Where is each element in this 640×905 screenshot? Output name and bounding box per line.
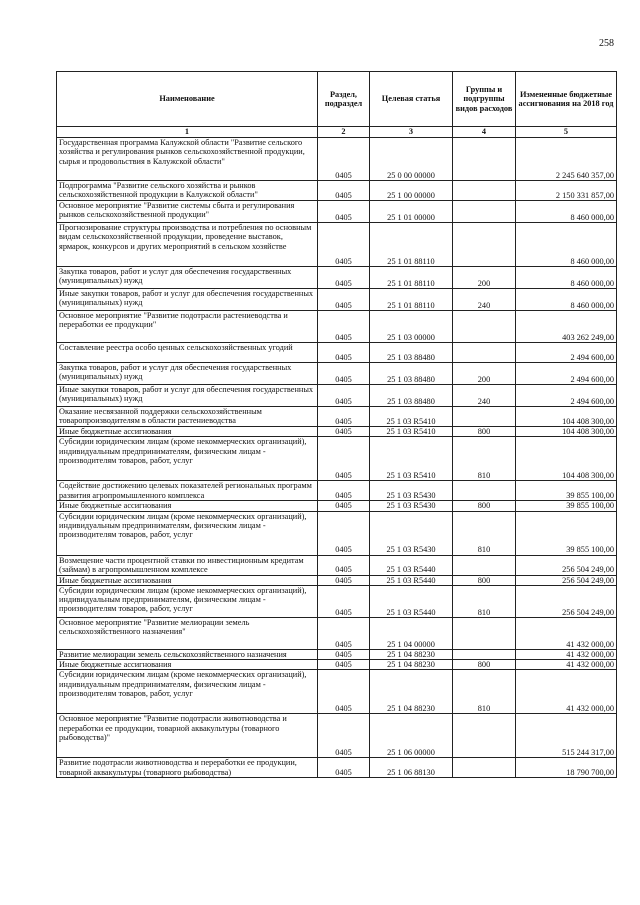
row-expense-group xyxy=(453,481,516,501)
row-expense-group xyxy=(453,714,516,758)
row-section: 0405 xyxy=(318,407,370,427)
table-row xyxy=(57,511,617,555)
row-target-article: 25 0 00 00000 xyxy=(370,138,453,181)
row-amount: 41 432 000,00 xyxy=(516,649,617,659)
row-target-article: 25 1 03 R5410 xyxy=(370,407,453,427)
row-target-article: 25 1 03 R5430 xyxy=(370,511,453,555)
row-section: 0405 xyxy=(318,311,370,343)
row-expense-group xyxy=(453,138,516,181)
column-number: 3 xyxy=(370,127,453,138)
row-expense-group xyxy=(453,649,516,659)
row-expense-group xyxy=(453,181,516,201)
row-target-article: 25 1 03 R5440 xyxy=(370,575,453,585)
row-target-article: 25 1 01 88110 xyxy=(370,289,453,311)
row-amount: 104 408 300,00 xyxy=(516,437,617,481)
row-name: Субсидии юридическим лицам (кроме некоммерческих организаций), индивидуальным предпринимателям, физическим лицам - производителям товаров, работ, услуг xyxy=(57,670,318,714)
row-expense-group: 810 xyxy=(453,585,516,617)
column-number: 2 xyxy=(318,127,370,138)
row-target-article: 25 1 03 R5430 xyxy=(370,501,453,511)
row-name: Основное мероприятие "Развитие подотрасли животноводства и переработки ее продукции, товарной аквакультуры (товарного рыбоводства)" xyxy=(57,714,318,758)
budget-table xyxy=(56,71,617,778)
row-name: Субсидии юридическим лицам (кроме некоммерческих организаций), индивидуальным предпринимателям, физическим лицам - производителям товаров, работ, услуг xyxy=(57,511,318,555)
row-section: 0405 xyxy=(318,714,370,758)
row-target-article: 25 1 03 88480 xyxy=(370,363,453,385)
table-row xyxy=(57,555,617,575)
row-amount: 8 460 000,00 xyxy=(516,267,617,289)
row-name: Основное мероприятие "Развитие системы сбыта и регулирования рынков сельскохозяйственной продукции" xyxy=(57,201,318,223)
row-amount: 104 408 300,00 xyxy=(516,427,617,437)
row-section: 0405 xyxy=(318,427,370,437)
column-number: 1 xyxy=(57,127,318,138)
row-amount: 39 855 100,00 xyxy=(516,481,617,501)
row-amount: 256 504 249,00 xyxy=(516,555,617,575)
row-name: Закупка товаров, работ и услуг для обеспечения государственных (муниципальных) нужд xyxy=(57,363,318,385)
row-target-article: 25 1 03 00000 xyxy=(370,311,453,343)
row-amount: 18 790 700,00 xyxy=(516,758,617,778)
row-expense-group xyxy=(453,617,516,649)
column-number: 5 xyxy=(516,127,617,138)
row-target-article: 25 1 03 R5440 xyxy=(370,585,453,617)
row-name: Иные бюджетные ассигнования xyxy=(57,660,318,670)
table-row xyxy=(57,385,617,407)
row-amount: 256 504 249,00 xyxy=(516,585,617,617)
row-expense-group xyxy=(453,555,516,575)
row-target-article: 25 1 03 88480 xyxy=(370,343,453,363)
row-target-article: 25 1 04 88230 xyxy=(370,670,453,714)
header-groups: Группы и подгруппы видов расходов xyxy=(453,72,516,127)
row-section: 0405 xyxy=(318,385,370,407)
row-target-article: 25 1 03 R5430 xyxy=(370,481,453,501)
row-name: Развитие мелиорации земель сельскохозяйственного назначения xyxy=(57,649,318,659)
table-row xyxy=(57,617,617,649)
row-expense-group xyxy=(453,343,516,363)
row-amount: 2 245 640 357,00 xyxy=(516,138,617,181)
row-target-article: 25 1 06 00000 xyxy=(370,714,453,758)
row-expense-group: 800 xyxy=(453,427,516,437)
row-section: 0405 xyxy=(318,670,370,714)
row-target-article: 25 1 06 88130 xyxy=(370,758,453,778)
row-name: Оказание несвязанной поддержки сельскохозяйственным товаропроизводителям в области растениеводства xyxy=(57,407,318,427)
row-expense-group: 200 xyxy=(453,363,516,385)
table-row xyxy=(57,714,617,758)
table-row xyxy=(57,758,617,778)
row-amount: 41 432 000,00 xyxy=(516,670,617,714)
row-name: Возмещение части процентной ставки по инвестиционным кредитам (займам) в агропромышленном комплексе xyxy=(57,555,318,575)
row-section: 0405 xyxy=(318,138,370,181)
row-amount: 2 494 600,00 xyxy=(516,343,617,363)
header-section: Раздел, подраздел xyxy=(318,72,370,127)
row-section: 0405 xyxy=(318,481,370,501)
row-name: Иные бюджетные ассигнования xyxy=(57,501,318,511)
row-name: Подпрограмма "Развитие сельского хозяйства и рынков сельскохозяйственной продукции в Калужской области" xyxy=(57,181,318,201)
row-section: 0405 xyxy=(318,363,370,385)
row-expense-group: 240 xyxy=(453,289,516,311)
row-target-article: 25 1 03 88480 xyxy=(370,385,453,407)
row-amount: 41 432 000,00 xyxy=(516,617,617,649)
row-name: Иные бюджетные ассигнования xyxy=(57,575,318,585)
row-target-article: 25 1 00 00000 xyxy=(370,181,453,201)
row-amount: 515 244 317,00 xyxy=(516,714,617,758)
row-section: 0405 xyxy=(318,223,370,267)
row-section: 0405 xyxy=(318,649,370,659)
table-row xyxy=(57,437,617,481)
page-number: 258 xyxy=(599,38,614,49)
header-name: Наименование xyxy=(57,72,318,127)
row-expense-group: 800 xyxy=(453,501,516,511)
header-amount: Измененные бюджетные ассигнования на 2018 год xyxy=(516,72,617,127)
row-amount: 8 460 000,00 xyxy=(516,289,617,311)
row-target-article: 25 1 01 88110 xyxy=(370,223,453,267)
row-expense-group xyxy=(453,407,516,427)
row-target-article: 25 1 04 88230 xyxy=(370,660,453,670)
table-row xyxy=(57,660,617,670)
row-target-article: 25 1 04 00000 xyxy=(370,617,453,649)
row-name: Государственная программа Калужской области "Развитие сельского хозяйства и регулирования рынков сельскохозяйственной продукции, сырья и продовольствия в Калужской области" xyxy=(57,138,318,181)
row-amount: 39 855 100,00 xyxy=(516,511,617,555)
row-section: 0405 xyxy=(318,181,370,201)
table-row xyxy=(57,181,617,201)
row-section: 0405 xyxy=(318,660,370,670)
table-row xyxy=(57,407,617,427)
row-amount: 256 504 249,00 xyxy=(516,575,617,585)
row-section: 0405 xyxy=(318,343,370,363)
table-row xyxy=(57,501,617,511)
row-target-article: 25 1 01 88110 xyxy=(370,267,453,289)
row-section: 0405 xyxy=(318,758,370,778)
column-number: 4 xyxy=(453,127,516,138)
row-expense-group xyxy=(453,223,516,267)
row-section: 0405 xyxy=(318,585,370,617)
table-row xyxy=(57,311,617,343)
row-section: 0405 xyxy=(318,575,370,585)
row-name: Субсидии юридическим лицам (кроме некоммерческих организаций), индивидуальным предпринимателям, физическим лицам - производителям товаров, работ, услуг xyxy=(57,585,318,617)
row-amount: 2 494 600,00 xyxy=(516,385,617,407)
column-numbers-row xyxy=(57,127,617,138)
row-expense-group: 800 xyxy=(453,660,516,670)
table-row xyxy=(57,427,617,437)
row-amount: 403 262 249,00 xyxy=(516,311,617,343)
row-section: 0405 xyxy=(318,617,370,649)
row-section: 0405 xyxy=(318,437,370,481)
row-name: Закупка товаров, работ и услуг для обеспечения государственных (муниципальных) нужд xyxy=(57,267,318,289)
row-name: Иные бюджетные ассигнования xyxy=(57,427,318,437)
row-name: Субсидии юридическим лицам (кроме некоммерческих организаций), индивидуальным предпринимателям, физическим лицам - производителям товаров, работ, услуг xyxy=(57,437,318,481)
row-section: 0405 xyxy=(318,289,370,311)
row-section: 0405 xyxy=(318,201,370,223)
row-expense-group: 800 xyxy=(453,575,516,585)
table-row xyxy=(57,670,617,714)
row-target-article: 25 1 03 R5440 xyxy=(370,555,453,575)
row-expense-group: 810 xyxy=(453,437,516,481)
row-amount: 2 494 600,00 xyxy=(516,363,617,385)
table-row xyxy=(57,289,617,311)
row-section: 0405 xyxy=(318,511,370,555)
row-name: Иные закупки товаров, работ и услуг для обеспечения государственных (муниципальных) нужд xyxy=(57,289,318,311)
table-row xyxy=(57,138,617,181)
table-row xyxy=(57,649,617,659)
row-amount: 41 432 000,00 xyxy=(516,660,617,670)
row-section: 0405 xyxy=(318,267,370,289)
table-row xyxy=(57,201,617,223)
table-row xyxy=(57,267,617,289)
table-row xyxy=(57,363,617,385)
row-amount: 8 460 000,00 xyxy=(516,201,617,223)
row-expense-group: 810 xyxy=(453,511,516,555)
row-expense-group xyxy=(453,311,516,343)
row-expense-group xyxy=(453,758,516,778)
row-amount: 2 150 331 857,00 xyxy=(516,181,617,201)
row-amount: 8 460 000,00 xyxy=(516,223,617,267)
row-target-article: 25 1 04 88230 xyxy=(370,649,453,659)
row-target-article: 25 1 03 R5410 xyxy=(370,437,453,481)
row-target-article: 25 1 03 R5410 xyxy=(370,427,453,437)
row-name: Развитие подотрасли животноводства и переработки ее продукции, товарной аквакультуры (товарного рыбоводства) xyxy=(57,758,318,778)
table-row xyxy=(57,223,617,267)
row-expense-group: 810 xyxy=(453,670,516,714)
table-row xyxy=(57,481,617,501)
row-name: Содействие достижению целевых показателей региональных программ развития агропромышленного комплекса xyxy=(57,481,318,501)
row-amount: 39 855 100,00 xyxy=(516,501,617,511)
row-name: Составление реестра особо ценных сельскохозяйственных угодий xyxy=(57,343,318,363)
table-row xyxy=(57,343,617,363)
row-name: Прогнозирование структуры производства и потребления по основным видам сельскохозяйственной продукции, проведение выставок, ярмарок, конкурсов и других мероприятий в сельском хозяйстве xyxy=(57,223,318,267)
row-expense-group: 200 xyxy=(453,267,516,289)
header-target: Целевая статья xyxy=(370,72,453,127)
row-section: 0405 xyxy=(318,555,370,575)
row-section: 0405 xyxy=(318,501,370,511)
row-name: Иные закупки товаров, работ и услуг для обеспечения государственных (муниципальных) нужд xyxy=(57,385,318,407)
row-expense-group: 240 xyxy=(453,385,516,407)
row-expense-group xyxy=(453,201,516,223)
row-name: Основное мероприятие "Развитие подотрасли растениеводства и переработки ее продукции" xyxy=(57,311,318,343)
row-target-article: 25 1 01 00000 xyxy=(370,201,453,223)
table-row xyxy=(57,585,617,617)
row-amount: 104 408 300,00 xyxy=(516,407,617,427)
table-row xyxy=(57,575,617,585)
row-name: Основное мероприятие "Развитие мелиорации земель сельскохозяйственного назначения" xyxy=(57,617,318,649)
